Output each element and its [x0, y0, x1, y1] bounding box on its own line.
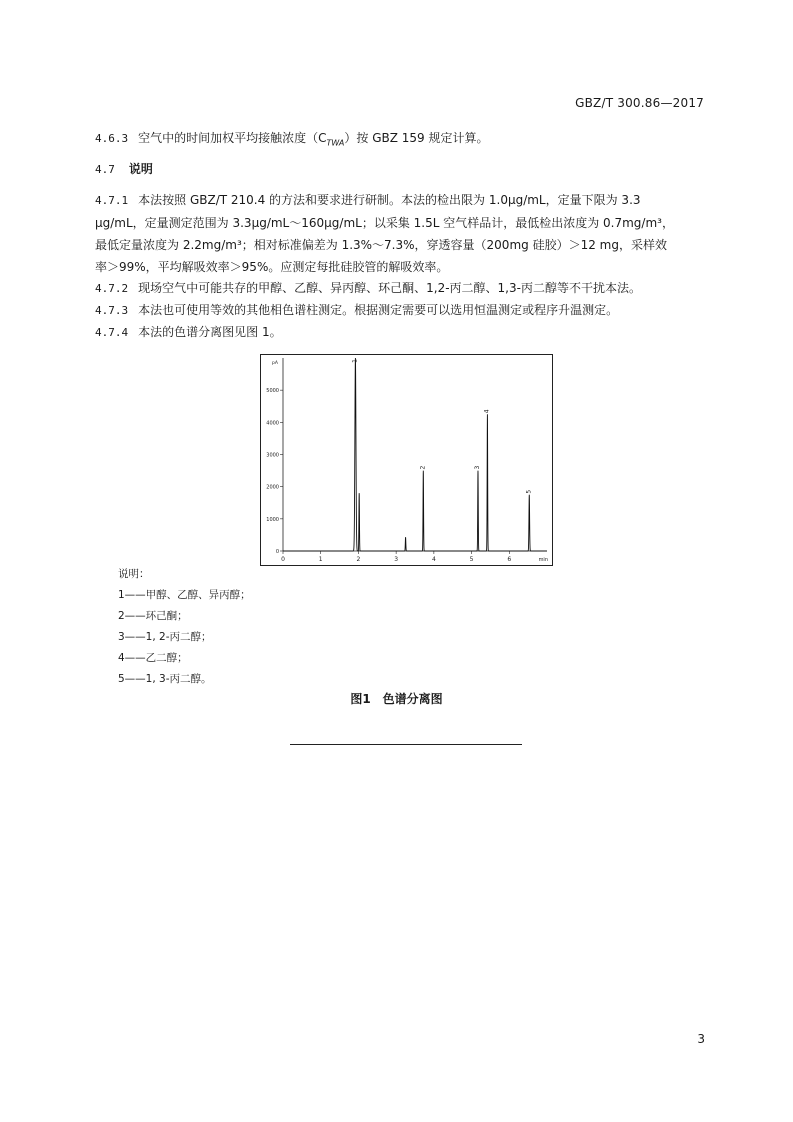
- paragraph-line: 率＞99%，平均解吸效率＞95%。应测定每批硅胶管的解吸效率。: [95, 260, 449, 274]
- section-number: 4.7.4: [95, 326, 129, 339]
- legend-item: 5——1, 3-丙二醇。: [118, 673, 212, 685]
- section-text: 现场空气中可能共存的甲醇、乙醇、异丙醇、环己酮、1,2-丙二醇、1,3-丙二醇等不干扰本法。: [138, 281, 641, 295]
- section-text: 本法的色谱分离图见图 1。: [138, 325, 282, 339]
- paragraph-line: μg/mL，定量测定范围为 3.3μg/mL～160μg/mL；以采集 1.5L 空气样品计，最低检出浓度为 0.7mg/m³，: [95, 216, 674, 230]
- chromatogram-chart: [261, 355, 552, 565]
- y-tick-label: 1000: [266, 516, 279, 523]
- section-title: 说明: [128, 162, 153, 176]
- x-tick-label: 2: [356, 556, 361, 563]
- section-4-6-3: [95, 127, 708, 154]
- section-number: 4.7.1: [95, 194, 129, 207]
- twa-subscript: TWA: [326, 138, 345, 148]
- y-axis-label: pA: [272, 361, 278, 366]
- peak-label: 1: [351, 359, 359, 363]
- x-tick-label: 4: [431, 556, 436, 563]
- section-4-7-1: [95, 189, 708, 278]
- section-number: 4.7.2: [95, 282, 129, 295]
- standard-code-header: GBZ/T 300.86—2017: [575, 96, 704, 110]
- x-tick-label: 3: [394, 556, 399, 563]
- legend-title: 说明：: [118, 568, 150, 580]
- section-text: 空气中的时间加权平均接触浓度（C: [138, 131, 327, 145]
- page-number: 3: [697, 1032, 705, 1046]
- x-tick-label: 1: [318, 556, 323, 563]
- section-4-7-2: [95, 277, 708, 300]
- y-tick-label: 4000: [266, 420, 279, 427]
- peak-label: 5: [525, 489, 533, 494]
- peak-label: 3: [473, 465, 481, 470]
- section-4-7-3: [95, 299, 708, 322]
- x-tick-label: 6: [507, 556, 512, 563]
- paragraph-line: 本法按照 GBZ/T 210.4 的方法和要求进行研制。本法的检出限为 1.0μg/mL，定量下限为 3.3: [138, 193, 641, 207]
- section-number: 4.6.3: [95, 132, 129, 145]
- legend-item: 3——1, 2-丙二醇；: [118, 631, 212, 643]
- section-number: 4.7: [95, 163, 115, 176]
- y-tick-label: 2000: [266, 484, 279, 491]
- figure-legend: [118, 564, 251, 690]
- x-axis-label: min: [538, 557, 548, 563]
- legend-item: 1——甲醇、乙醇、异丙醇；: [118, 589, 251, 601]
- section-number: 4.7.3: [95, 304, 129, 317]
- paragraph-line: 最低定量浓度为 2.2mg/m³；相对标准偏差为 1.3%～7.3%，穿透容量（200mg 硅胶）＞12 mg，采样效: [95, 238, 667, 252]
- section-4-7-heading: [95, 158, 708, 181]
- y-tick-label: 3000: [266, 452, 279, 459]
- chromatogram-frame: [260, 354, 553, 566]
- x-tick-label: 0: [281, 556, 285, 563]
- section-4-7-4: [95, 321, 708, 344]
- peak-label: 4: [483, 409, 491, 414]
- y-tick-label: 0: [275, 549, 279, 555]
- legend-item: 4——乙二醇；: [118, 652, 188, 664]
- y-tick-label: 5000: [266, 388, 279, 395]
- peak-label: 2: [419, 465, 427, 470]
- x-tick-label: 5: [469, 556, 474, 563]
- figure-caption: 图1 色谱分离图: [350, 692, 443, 706]
- section-text: 本法也可使用等效的其他相色谱柱测定。根据测定需要可以选用恒温测定或程序升温测定。: [138, 303, 619, 317]
- section-text-after: ）按 GBZ 159 规定计算。: [344, 131, 489, 145]
- end-of-text-rule: [290, 744, 522, 745]
- legend-item: 2——环己酮；: [118, 610, 188, 622]
- chromatogram-trace: [283, 358, 547, 551]
